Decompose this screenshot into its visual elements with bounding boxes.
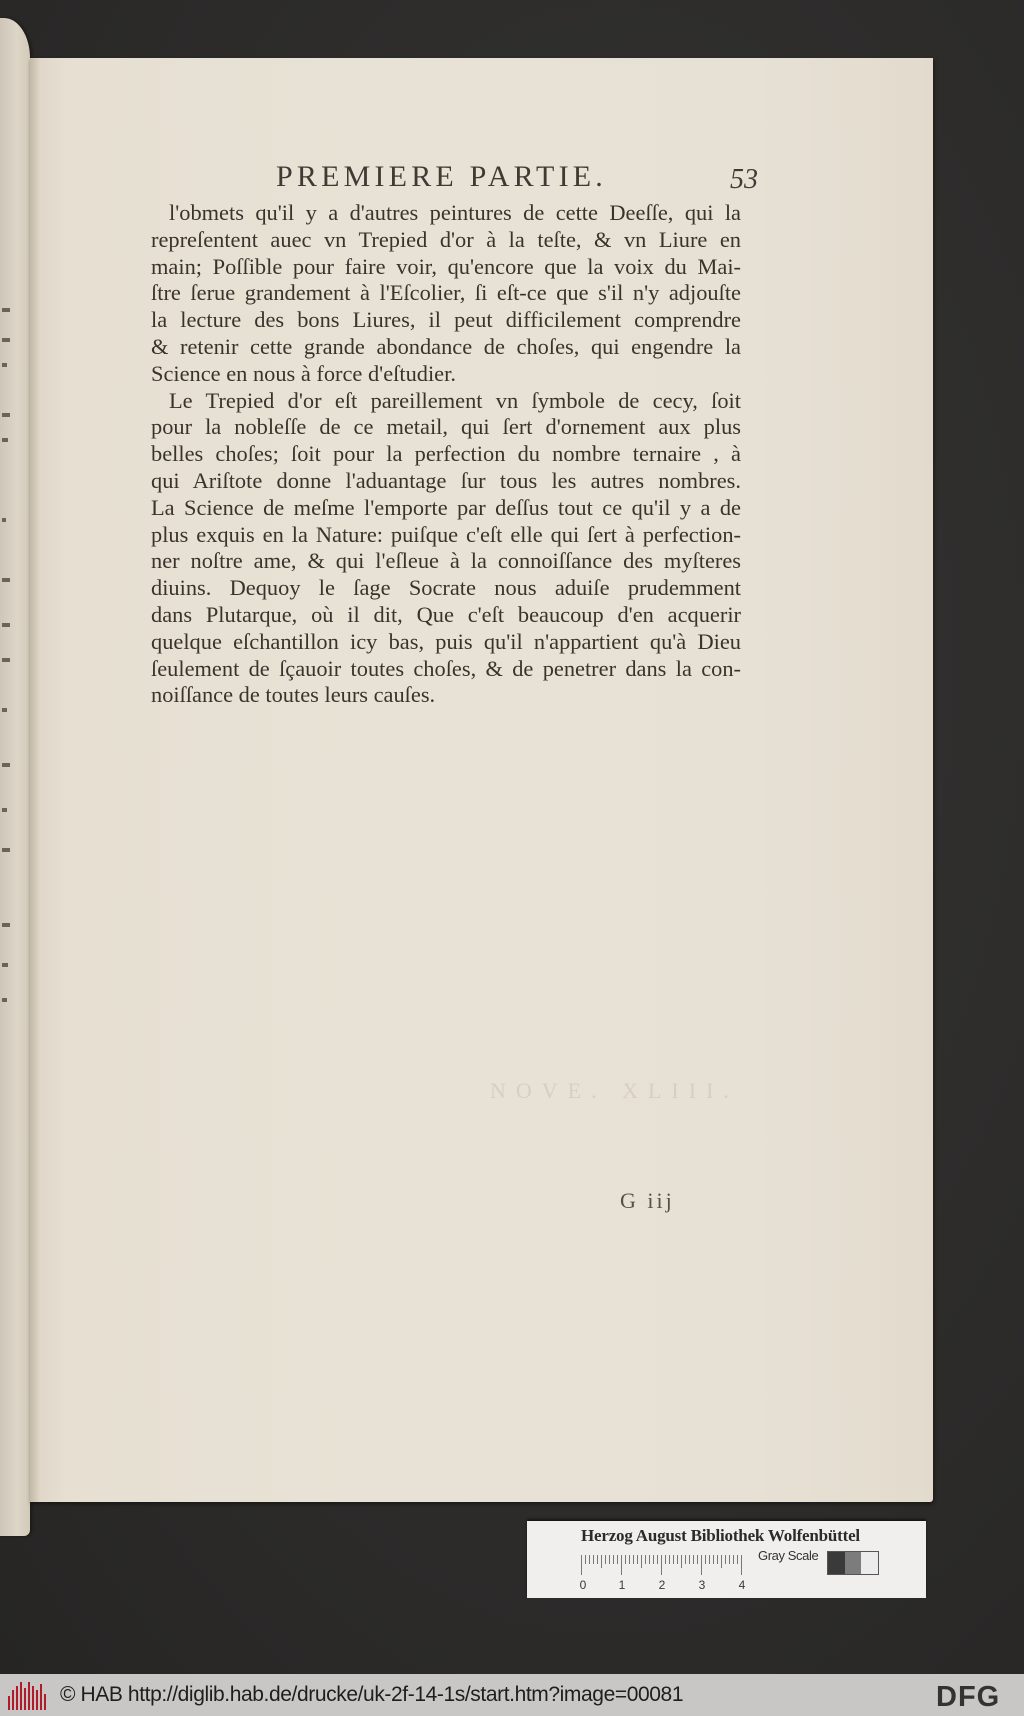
page-fragment	[2, 708, 7, 712]
ruler-tick	[725, 1555, 726, 1564]
ruler-tick	[609, 1555, 610, 1564]
page-header	[246, 160, 786, 200]
ruler-tick	[581, 1555, 582, 1575]
ruler-tick	[597, 1555, 598, 1564]
ruler-tick	[585, 1555, 586, 1564]
ruler-label: 1	[618, 1578, 626, 1592]
text-line: Science en nous à force d'eſtudier.	[151, 360, 456, 386]
page-fragment	[2, 413, 10, 417]
text-line: La Science de meſme l'emporte par deſſus tout ce qu'il y a de	[151, 494, 741, 520]
bleed-through-text: NOVE. XLIII.	[490, 1078, 739, 1103]
ruler-tick	[689, 1555, 690, 1564]
page-number: 53	[730, 164, 758, 195]
ruler-tick	[593, 1555, 594, 1564]
ruler-tick	[645, 1555, 646, 1564]
ruler-tick	[605, 1555, 606, 1564]
ruler-tick	[693, 1555, 694, 1564]
page-fragment	[2, 998, 7, 1002]
text-line: main; Poſſible pour faire voir, qu'encore que la voix du Mai-	[151, 253, 741, 279]
text-line: belles choſes; ſoit pour la perfection du nombre ternaire , à	[151, 441, 741, 467]
ruler-tick	[661, 1555, 662, 1575]
text-line: pour la nobleſſe de ce metail, qui ſert d'ornement aux plus	[151, 414, 741, 440]
text-line: Le Trepied d'or eſt pareillement vn ſymbole de cecy, ſoit	[169, 387, 741, 413]
ruler-tick	[721, 1555, 722, 1568]
previous-page-edge	[0, 18, 30, 1536]
page-fragment	[2, 363, 7, 367]
text-line: ſtre ſerue grandement à l'Eſcolier, ſi eſt-ce que s'il n'y adjouſte	[151, 280, 741, 306]
ruler-tick	[589, 1555, 590, 1564]
ruler-tick	[601, 1555, 602, 1568]
page-fragment	[2, 808, 7, 812]
ruler-tick	[717, 1555, 718, 1564]
text-line: ner noſtre ame, & qui l'eſleue à la connoiſſance des myſteres	[151, 548, 741, 574]
ruler-tick	[637, 1555, 638, 1564]
ruler-tick	[697, 1555, 698, 1564]
ruler-label: 0	[579, 1578, 587, 1592]
text-line: l'obmets qu'il y a d'autres peintures de cette Deeſſe, qui la	[169, 200, 741, 225]
ruler-tick	[729, 1555, 730, 1564]
ruler-tick	[701, 1555, 702, 1575]
text-line: qui Ariſtote donne l'aduantage ſur tous les autres nombres.	[151, 467, 741, 493]
text-line: ſeulement de ſçauoir toutes choſes, & de penetrer dans la con-	[151, 655, 741, 681]
ruler-tick	[685, 1555, 686, 1564]
text-line: & retenir cette grande abondance de choſes, qui engendre la	[151, 333, 741, 359]
ruler-label: 4	[738, 1578, 746, 1592]
gutter-shadow	[30, 58, 40, 1502]
ruler-tick	[705, 1555, 706, 1564]
book-page	[30, 58, 933, 1502]
ruler-tick	[673, 1555, 674, 1564]
ruler-tick	[713, 1555, 714, 1564]
ruler-tick	[613, 1555, 614, 1564]
text-line: diuins. Dequoy le ſage Socrate nous aduiſe prudemment	[151, 575, 741, 601]
text-line: quelque eſchantillon icy bas, puis qu'il n'appartient qu'à Dieu	[151, 628, 741, 654]
text-line: repreſentent auec vn Trepied d'or à la teſte, & vn Liure en	[151, 226, 741, 252]
ruler-tick	[649, 1555, 650, 1564]
ruler-scale	[581, 1555, 747, 1595]
ruler-tick	[669, 1555, 670, 1564]
page-fragment	[2, 623, 10, 627]
gray-swatch-light	[861, 1552, 878, 1574]
page-fragment	[2, 658, 10, 662]
ruler-tick	[657, 1555, 658, 1564]
copyright-url[interactable]: © HAB http://diglib.hab.de/drucke/uk-2f-14-1s/start.htm?image=00081	[60, 1683, 684, 1706]
footer-bar	[0, 1674, 1024, 1716]
text-line: noiſſance de toutes leurs cauſes.	[151, 682, 436, 708]
ruler-tick	[633, 1555, 634, 1564]
ruler-tick	[621, 1555, 622, 1575]
page-fragment	[2, 923, 10, 927]
ruler-tick	[653, 1555, 654, 1564]
institution-name: Herzog August Bibliothek Wolfenbüttel	[581, 1526, 860, 1545]
running-title: PREMIERE PARTIE.	[276, 160, 607, 193]
page-fragment	[2, 963, 8, 967]
ruler-tick	[617, 1555, 618, 1564]
page-fragment	[2, 763, 10, 767]
gray-swatch-dark	[828, 1552, 845, 1574]
ruler-label: 3	[698, 1578, 706, 1592]
page-fragment	[2, 308, 10, 312]
page-fragment	[2, 518, 6, 522]
ruler-tick	[709, 1555, 710, 1564]
ruler-tick	[625, 1555, 626, 1564]
hab-logo-icon	[6, 1682, 46, 1710]
body-text	[151, 200, 741, 709]
gray-scale-swatches	[827, 1551, 879, 1575]
text-line: plus exquis en la Nature: puiſque c'eſt elle qui ſert à perfection-	[151, 521, 741, 547]
gray-swatch-mid	[845, 1552, 862, 1574]
page-fragment	[2, 338, 10, 342]
page-fragment	[2, 848, 10, 852]
ruler-tick	[677, 1555, 678, 1564]
page-fragment	[2, 578, 10, 582]
ruler-tick	[665, 1555, 666, 1564]
dfg-logo-icon: DFG	[936, 1681, 1001, 1713]
text-line: dans Plutarque, où il dit, Que c'eſt beaucoup d'en acquerir	[151, 601, 741, 627]
text-line: la lecture des bons Liures, il peut difficilement comprendre	[151, 307, 741, 333]
ruler-tick	[629, 1555, 630, 1564]
library-color-badge	[527, 1521, 926, 1598]
ruler-tick	[737, 1555, 738, 1564]
ruler-tick	[741, 1555, 742, 1575]
page-fragment	[2, 438, 8, 442]
gray-scale-label: Gray Scale	[758, 1548, 819, 1563]
signature-mark: G iij	[620, 1188, 675, 1213]
ruler-tick	[681, 1555, 682, 1568]
ruler-tick	[733, 1555, 734, 1564]
ruler-tick	[641, 1555, 642, 1568]
ruler-label: 2	[658, 1578, 666, 1592]
